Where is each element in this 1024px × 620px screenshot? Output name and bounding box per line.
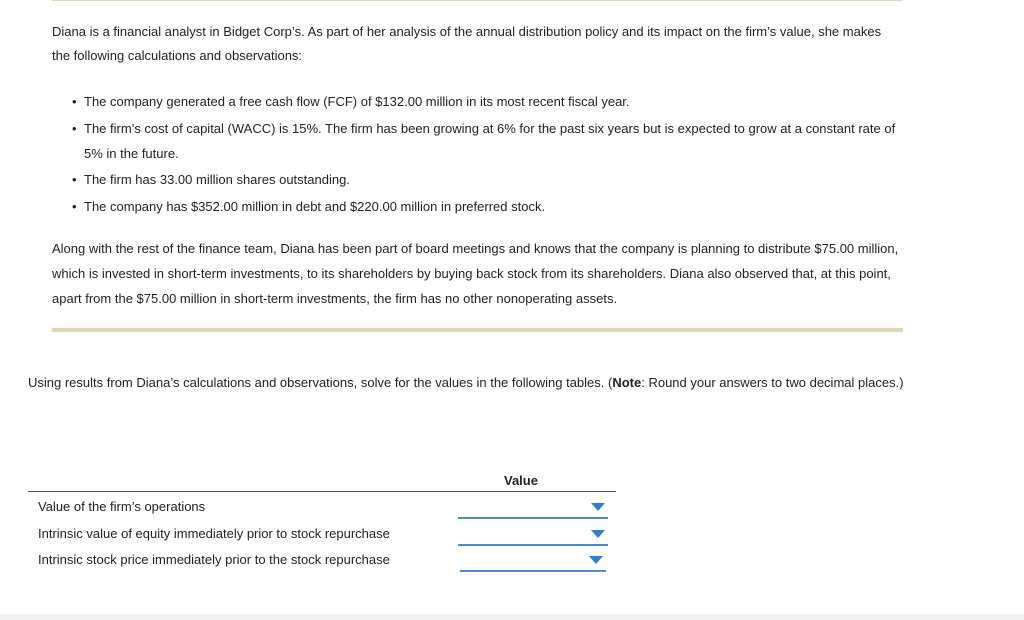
instructions-text <box>28 370 948 395</box>
table-row <box>38 520 616 546</box>
dropdown-caret-icon[interactable] <box>591 530 605 538</box>
bullet-icon: • <box>72 198 77 214</box>
note-label: Note <box>612 375 642 390</box>
equity-value-dropdown[interactable] <box>458 524 608 546</box>
value-column-header: Value <box>504 473 538 488</box>
firm-operations-value-dropdown[interactable] <box>458 497 608 519</box>
list-item <box>52 116 902 166</box>
bottom-edge <box>0 614 1024 620</box>
dropdown-caret-icon[interactable] <box>589 556 603 564</box>
stock-price-dropdown[interactable] <box>460 550 606 572</box>
bullet-icon: • <box>72 94 77 109</box>
bullet-icon: • <box>72 172 77 187</box>
list-item <box>52 167 902 192</box>
intro-paragraph: Diana is a financial analyst in Bidget Corp’s. As part of her analysis of the annual distribution policy and its impact on the firm’s value, she makes the following calculations and observations: <box>52 24 882 63</box>
list-item <box>52 89 902 114</box>
list-item-text: The firm has 33.00 million shares outstanding. <box>84 172 350 187</box>
repurchase-paragraph: Along with the rest of the finance team, Diana has been part of board meetings and knows that the company is planning to distribute $75.00 million, which is invested in short-term investments, to its shareholders by buying back stock from its shareholders. Diana also observed that, at this point, apart from the $75.00 million in short-term investments, the firm has no other nonoperating assets. <box>52 241 899 306</box>
row-label-firm-operations: Value of the firm’s operations <box>38 499 206 514</box>
table-row <box>38 546 616 572</box>
section-divider <box>52 328 903 332</box>
instructions-lead: Using results from Diana’s calculations and observations, solve for the values in the following tables. ( <box>28 375 613 390</box>
instructions-tail: : Round your answers to two decimal places.) <box>641 375 904 390</box>
dropdown-caret-icon[interactable] <box>591 503 605 511</box>
table-header-rule <box>28 491 616 492</box>
list-item <box>52 194 902 219</box>
list-item-text: The company has $352.00 million in debt and $220.00 million in preferred stock. <box>84 198 546 214</box>
row-label-stock-price: Intrinsic stock price immediately prior to the stock repurchase <box>38 552 390 567</box>
bullet-icon: • <box>72 120 77 136</box>
observations-list <box>52 89 902 220</box>
list-item-text: The firm’s cost of capital (WACC) is 15%. The firm has been growing at 6% for the past six years but is expected to grow at a constant rate of 5% in the future. <box>84 120 896 161</box>
table-row <box>38 493 616 519</box>
top-divider <box>52 0 903 1</box>
row-label-equity-value: Intrinsic value of equity immediately prior to stock repurchase <box>38 526 390 541</box>
list-item-text: The company generated a free cash flow (FCF) of $132.00 million in its most recent fiscal year. <box>84 94 630 109</box>
